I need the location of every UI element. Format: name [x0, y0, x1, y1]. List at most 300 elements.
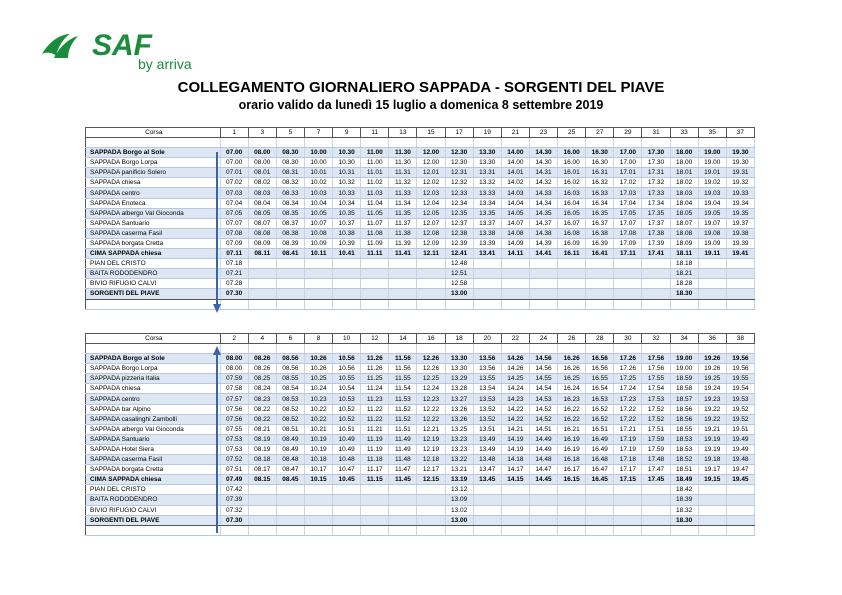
departure-time: 08.30 [276, 148, 304, 158]
departure-time: 16.37 [586, 218, 614, 228]
departure-time: 19.00 [698, 148, 726, 158]
departure-time: 13.30 [445, 354, 473, 364]
run-number: 25 [558, 128, 586, 138]
departure-time [586, 485, 614, 495]
departure-time: 11.24 [361, 384, 389, 394]
departure-time [501, 485, 529, 495]
departure-time: 07.03 [220, 188, 248, 198]
departure-time: 07.39 [220, 495, 248, 505]
departure-time [586, 495, 614, 505]
departure-time: 12.02 [417, 178, 445, 188]
departure-time: 10.37 [333, 218, 361, 228]
departure-time: 11.30 [389, 158, 417, 168]
departure-time: 19.52 [726, 414, 754, 424]
departure-time: 11.52 [389, 404, 417, 414]
departure-time: 17.19 [614, 444, 642, 454]
departure-time [726, 495, 754, 505]
departure-time [304, 259, 332, 269]
table-row [86, 269, 755, 279]
departure-time: 10.11 [304, 249, 332, 259]
departure-time: 08.26 [248, 364, 276, 374]
departure-time: 16.32 [586, 178, 614, 188]
departure-time [248, 269, 276, 279]
departure-time: 13.37 [473, 218, 501, 228]
departure-time: 17.47 [642, 465, 670, 475]
departure-time: 13.30 [473, 148, 501, 158]
departure-time [726, 515, 754, 525]
departure-time: 18.30 [670, 515, 698, 525]
corsa-label: Corsa [86, 128, 221, 138]
departure-time: 18.11 [670, 249, 698, 259]
departure-time: 14.17 [501, 465, 529, 475]
departure-time: 10.07 [304, 218, 332, 228]
departure-time: 14.47 [529, 465, 557, 475]
departure-time [361, 505, 389, 515]
departure-time [529, 515, 557, 525]
departure-time: 18.53 [670, 444, 698, 454]
departure-time: 13.49 [473, 434, 501, 444]
departure-time: 07.02 [220, 178, 248, 188]
departure-time: 17.38 [642, 228, 670, 238]
departure-time: 19.25 [698, 374, 726, 384]
departure-time: 12.31 [445, 168, 473, 178]
table-row [86, 198, 755, 208]
departure-time [614, 485, 642, 495]
departure-time: 08.56 [276, 364, 304, 374]
stop-name: SAPPADA borgata Cretta [86, 465, 221, 475]
departure-time: 14.41 [529, 249, 557, 259]
departure-time: 12.51 [445, 269, 473, 279]
departure-time: 11.52 [389, 414, 417, 424]
departure-time: 14.45 [529, 475, 557, 485]
departure-time: 11.31 [389, 168, 417, 178]
departure-time: 19.18 [698, 455, 726, 465]
departure-time: 14.52 [529, 404, 557, 414]
departure-time: 08.34 [276, 198, 304, 208]
departure-time: 18.08 [670, 228, 698, 238]
departure-time: 19.22 [698, 414, 726, 424]
departure-time [726, 485, 754, 495]
departure-time [333, 485, 361, 495]
table-row [86, 228, 755, 238]
departure-time: 19.32 [726, 178, 754, 188]
departure-time: 12.39 [445, 238, 473, 248]
departure-time: 17.02 [614, 178, 642, 188]
departure-time [726, 505, 754, 515]
corsa-label: Corsa [86, 334, 221, 344]
departure-time: 16.02 [558, 178, 586, 188]
departure-time: 11.32 [389, 178, 417, 188]
run-number: 38 [726, 334, 754, 344]
departure-time: 17.59 [642, 434, 670, 444]
departure-time: 07.07 [220, 218, 248, 228]
departure-time: 19.30 [726, 158, 754, 168]
departure-time: 12.03 [417, 188, 445, 198]
departure-time: 07.18 [220, 259, 248, 269]
departure-time [586, 289, 614, 299]
departure-time: 19.00 [698, 158, 726, 168]
departure-time: 19.23 [698, 394, 726, 404]
departure-time: 13.48 [473, 455, 501, 465]
departure-time: 16.35 [586, 208, 614, 218]
departure-time: 12.41 [445, 249, 473, 259]
departure-time [417, 485, 445, 495]
departure-time: 08.17 [248, 465, 276, 475]
departure-time: 10.51 [333, 424, 361, 434]
run-number: 3 [248, 128, 276, 138]
departure-time: 10.52 [333, 404, 361, 414]
stop-name: BAITA RODODENDRO [86, 269, 221, 279]
run-number: 10 [333, 334, 361, 344]
departure-time [698, 515, 726, 525]
departure-time: 11.07 [361, 218, 389, 228]
departure-time [473, 485, 501, 495]
departure-time [614, 495, 642, 505]
departure-time: 17.59 [642, 444, 670, 454]
departure-time: 07.58 [220, 384, 248, 394]
departure-time: 10.53 [333, 394, 361, 404]
departure-time [304, 515, 332, 525]
departure-time: 10.38 [333, 228, 361, 238]
departure-time: 19.04 [698, 198, 726, 208]
departure-time [473, 259, 501, 269]
departure-time: 19.53 [726, 394, 754, 404]
departure-time: 08.19 [248, 434, 276, 444]
stop-name: BIVIO RIFUGIO CALVI [86, 505, 221, 515]
logo-brand: SAF [92, 29, 152, 62]
departure-time: 17.39 [642, 238, 670, 248]
departure-time: 08.31 [276, 168, 304, 178]
departure-time: 19.09 [698, 238, 726, 248]
departure-time: 14.00 [501, 158, 529, 168]
departure-time: 12.01 [417, 168, 445, 178]
departure-time: 16.30 [586, 148, 614, 158]
departure-time: 12.24 [417, 384, 445, 394]
table-row [86, 404, 755, 414]
departure-time: 14.25 [501, 374, 529, 384]
departure-time: 07.04 [220, 198, 248, 208]
departure-time [389, 485, 417, 495]
departure-time: 13.26 [445, 404, 473, 414]
departure-time: 10.35 [333, 208, 361, 218]
departure-time: 17.15 [614, 475, 642, 485]
departure-time: 10.26 [304, 364, 332, 374]
departure-time [333, 279, 361, 289]
departure-time: 08.09 [248, 238, 276, 248]
departure-time: 14.21 [501, 424, 529, 434]
departure-time: 18.32 [670, 505, 698, 515]
table-row [86, 279, 755, 289]
run-number: 4 [248, 334, 276, 344]
departure-time: 16.41 [586, 249, 614, 259]
run-number: 33 [670, 128, 698, 138]
departure-time: 11.19 [361, 444, 389, 454]
departure-time: 08.35 [276, 208, 304, 218]
departure-time: 19.08 [698, 228, 726, 238]
stop-name: SAPPADA Santuario [86, 434, 221, 444]
departure-time: 13.56 [473, 364, 501, 374]
departure-time: 19.03 [698, 188, 726, 198]
departure-time [586, 279, 614, 289]
departure-time: 08.55 [276, 374, 304, 384]
departure-time: 14.03 [501, 188, 529, 198]
departure-time: 08.52 [276, 414, 304, 424]
departure-time: 11.48 [389, 455, 417, 465]
departure-time: 11.23 [361, 394, 389, 404]
departure-time: 11.37 [389, 218, 417, 228]
table-row [86, 178, 755, 188]
departure-time: 11.55 [389, 374, 417, 384]
departure-time: 14.09 [501, 238, 529, 248]
departure-time: 07.21 [220, 269, 248, 279]
departure-time: 11.19 [361, 434, 389, 444]
departure-time: 13.47 [473, 465, 501, 475]
table-row [86, 168, 755, 178]
departure-time [333, 289, 361, 299]
run-number: 19 [473, 128, 501, 138]
departure-time [558, 505, 586, 515]
departure-time [417, 495, 445, 505]
departure-time: 19.34 [726, 198, 754, 208]
departure-time: 17.08 [614, 228, 642, 238]
departure-time: 11.56 [389, 364, 417, 374]
departure-time: 19.19 [698, 434, 726, 444]
departure-time: 11.00 [361, 148, 389, 158]
departure-time: 08.47 [276, 465, 304, 475]
departure-time: 17.03 [614, 188, 642, 198]
departure-time: 10.22 [304, 404, 332, 414]
departure-time [642, 279, 670, 289]
departure-time: 14.26 [501, 354, 529, 364]
run-number: 8 [304, 334, 332, 344]
table-row [86, 515, 755, 525]
run-number: 31 [642, 128, 670, 138]
departure-time: 08.25 [248, 374, 276, 384]
departure-time: 17.30 [642, 158, 670, 168]
departure-time: 17.21 [614, 424, 642, 434]
departure-time: 10.08 [304, 228, 332, 238]
departure-time: 14.04 [501, 198, 529, 208]
departure-time: 07.11 [220, 249, 248, 259]
departure-time: 10.41 [333, 249, 361, 259]
departure-time: 08.56 [276, 354, 304, 364]
table-row [86, 384, 755, 394]
departure-time: 13.00 [445, 515, 473, 525]
departure-time [642, 289, 670, 299]
stop-name: SAPPADA albergo Val Gioconda [86, 424, 221, 434]
return-timetable [85, 333, 755, 536]
departure-time [698, 505, 726, 515]
departure-time: 16.08 [558, 228, 586, 238]
stop-name: SAPPADA Santuario [86, 218, 221, 228]
departure-time: 12.26 [417, 354, 445, 364]
run-number: 32 [642, 334, 670, 344]
departure-time: 19.51 [726, 424, 754, 434]
departure-time: 16.49 [586, 444, 614, 454]
departure-time: 16.22 [558, 404, 586, 414]
departure-time [558, 259, 586, 269]
departure-time: 10.05 [304, 208, 332, 218]
departure-time: 08.00 [220, 354, 248, 364]
run-number: 34 [670, 334, 698, 344]
departure-time [529, 505, 557, 515]
departure-time: 18.58 [670, 384, 698, 394]
departure-time: 12.33 [445, 188, 473, 198]
run-number: 14 [389, 334, 417, 344]
departure-time: 17.11 [614, 249, 642, 259]
departure-time: 16.18 [558, 455, 586, 465]
departure-time: 10.00 [304, 148, 332, 158]
departure-time: 08.41 [276, 249, 304, 259]
departure-time: 13.02 [445, 505, 473, 515]
departure-time: 17.07 [614, 218, 642, 228]
departure-time: 13.52 [473, 414, 501, 424]
departure-time: 18.55 [670, 424, 698, 434]
departure-time: 16.07 [558, 218, 586, 228]
run-number: 17 [445, 128, 473, 138]
departure-time: 12.30 [445, 148, 473, 158]
departure-time: 11.41 [389, 249, 417, 259]
departure-time: 16.23 [558, 394, 586, 404]
departure-time: 14.31 [529, 168, 557, 178]
departure-time [248, 279, 276, 289]
departure-time: 10.19 [304, 434, 332, 444]
departure-time: 12.18 [417, 455, 445, 465]
departure-time [501, 269, 529, 279]
departure-time: 13.33 [473, 188, 501, 198]
stop-name: SAPPADA casalinghi Zambolli [86, 414, 221, 424]
departure-time: 13.28 [445, 384, 473, 394]
table-row [86, 485, 755, 495]
departure-time: 18.05 [670, 208, 698, 218]
departure-time [529, 485, 557, 495]
departure-time [248, 289, 276, 299]
departure-time: 19.52 [726, 404, 754, 414]
departure-time: 14.08 [501, 228, 529, 238]
run-number: 30 [614, 334, 642, 344]
departure-time: 08.39 [276, 238, 304, 248]
departure-time: 19.56 [726, 364, 754, 374]
run-number: 16 [417, 334, 445, 344]
departure-time [698, 495, 726, 505]
departure-time: 17.18 [614, 455, 642, 465]
run-number: 24 [529, 334, 557, 344]
departure-time: 12.37 [445, 218, 473, 228]
departure-time: 16.56 [586, 364, 614, 374]
departure-time: 07.00 [220, 148, 248, 158]
stop-name: CIMA SAPPADA chiesa [86, 475, 221, 485]
stop-name: SAPPADA centro [86, 394, 221, 404]
departure-time: 14.22 [501, 404, 529, 414]
departure-time [276, 505, 304, 515]
departure-time: 14.38 [529, 228, 557, 238]
table-row [86, 364, 755, 374]
departure-time: 13.31 [473, 168, 501, 178]
departure-time: 17.41 [642, 249, 670, 259]
stop-name: SAPPADA Hotel Siera [86, 444, 221, 454]
departure-time: 10.49 [333, 444, 361, 454]
departure-time: 10.15 [304, 475, 332, 485]
departure-time: 08.49 [276, 434, 304, 444]
table-row [86, 434, 755, 444]
departure-time [642, 259, 670, 269]
departure-time: 11.26 [361, 354, 389, 364]
run-number: 28 [586, 334, 614, 344]
departure-time: 19.19 [698, 444, 726, 454]
departure-time [726, 259, 754, 269]
departure-time [417, 279, 445, 289]
departure-time: 08.15 [248, 475, 276, 485]
stop-name: SAPPADA chiesa [86, 384, 221, 394]
departure-time: 18.03 [670, 188, 698, 198]
departure-time: 08.33 [276, 188, 304, 198]
stop-name: SAPPADA caserma Fasil [86, 455, 221, 465]
departure-time: 14.22 [501, 414, 529, 424]
departure-time: 19.00 [670, 354, 698, 364]
departure-time: 11.54 [389, 384, 417, 394]
departure-time [248, 485, 276, 495]
departure-time: 08.24 [248, 384, 276, 394]
departure-time: 12.58 [445, 279, 473, 289]
departure-time: 18.21 [670, 269, 698, 279]
departure-time: 07.49 [220, 475, 248, 485]
departure-time: 10.56 [333, 364, 361, 374]
departure-time: 19.56 [726, 354, 754, 364]
departure-time: 16.54 [586, 384, 614, 394]
departure-time: 12.19 [417, 434, 445, 444]
departure-time: 19.55 [726, 374, 754, 384]
departure-time: 11.56 [389, 354, 417, 364]
departure-time: 14.33 [529, 188, 557, 198]
departure-time: 16.26 [558, 354, 586, 364]
table-row [86, 249, 755, 259]
departure-time: 10.22 [304, 414, 332, 424]
departure-time: 14.01 [501, 168, 529, 178]
departure-time: 10.56 [333, 354, 361, 364]
departure-time: 08.05 [248, 208, 276, 218]
departure-time: 14.39 [529, 238, 557, 248]
departure-time: 13.52 [473, 404, 501, 414]
departure-time: 08.52 [276, 404, 304, 414]
table-row [86, 188, 755, 198]
departure-time: 19.22 [698, 404, 726, 414]
departure-time: 19.07 [698, 218, 726, 228]
departure-time: 12.21 [417, 424, 445, 434]
departure-time: 17.52 [642, 414, 670, 424]
table-row [86, 259, 755, 269]
departure-time: 10.31 [333, 168, 361, 178]
departure-time: 13.22 [445, 455, 473, 465]
departure-time: 11.25 [361, 374, 389, 384]
departure-time: 12.35 [445, 208, 473, 218]
stop-name: PIAN DEL CRISTO [86, 485, 221, 495]
departure-time [276, 485, 304, 495]
departure-time: 19.33 [726, 188, 754, 198]
saf-logo [40, 24, 210, 72]
departure-time: 13.27 [445, 394, 473, 404]
departure-time: 07.32 [220, 505, 248, 515]
departure-time [389, 279, 417, 289]
departure-time: 13.34 [473, 198, 501, 208]
departure-time: 19.05 [698, 208, 726, 218]
departure-time [333, 515, 361, 525]
departure-time: 08.45 [276, 475, 304, 485]
departure-time: 18.57 [670, 394, 698, 404]
departure-time: 14.49 [529, 434, 557, 444]
table-row [86, 455, 755, 465]
departure-time: 19.21 [698, 424, 726, 434]
departure-time [473, 495, 501, 505]
